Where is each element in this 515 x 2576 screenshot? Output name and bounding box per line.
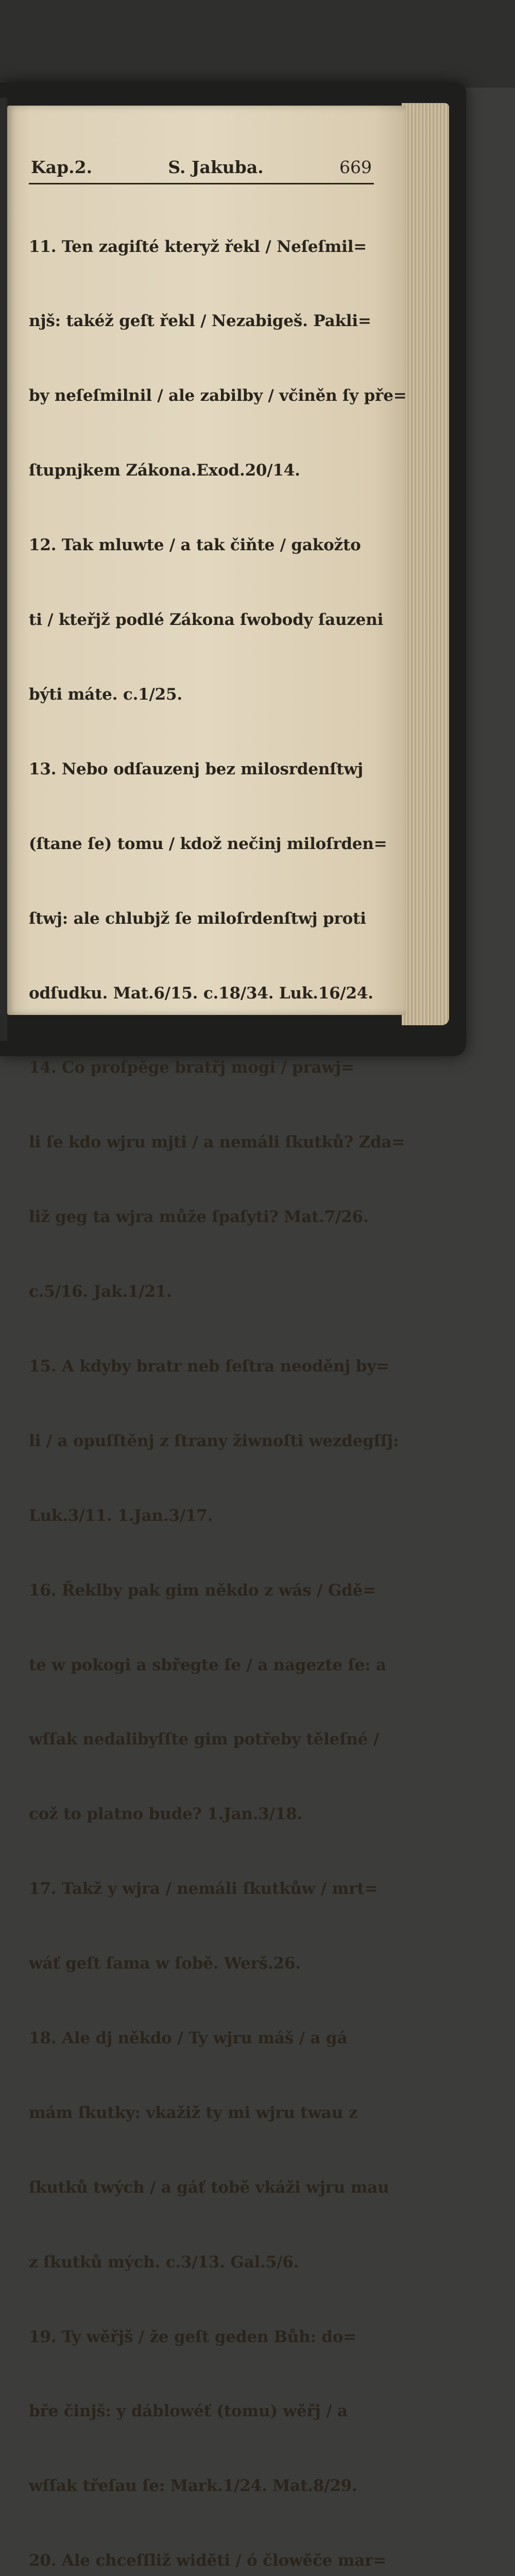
running-header xyxy=(29,157,374,184)
text-line: (ſtane ſe) tomu / kdož nečinj miloſrden= xyxy=(29,834,387,853)
text-line: 20. Ale chceſſliž widěti / ó člowěče mar= xyxy=(29,2551,387,2570)
text-line: odſudku. Mat.6/15. c.18/34. Luk.16/24. xyxy=(29,984,373,1003)
book-title: S. Jakuba. xyxy=(168,157,264,177)
text-line: 19. Ty wěřjš / že geſt geden Bůh: do= xyxy=(29,2327,357,2346)
book-spine-edge xyxy=(0,98,7,1041)
text-block xyxy=(29,157,407,2576)
text-line: mám ſkutky: vkažiž ty mi wjru twau z xyxy=(29,2103,358,2122)
chapter-label: Kap.2. xyxy=(31,157,93,177)
text-line: by neſeſmilnil / ale zabilby / včiněn ſy pře= xyxy=(29,386,407,405)
text-line: 15. A kdyby bratr neb ſeſtra neoděnj by= xyxy=(29,1357,389,1376)
text-line: z ſkutků mých. c.3/13. Gal.5/6. xyxy=(29,2252,299,2272)
text-line: ſkutků twých / a gáť tobě vkáži wjru mau xyxy=(29,2178,389,2197)
text-line: býti máte. c.1/25. xyxy=(29,685,182,704)
text-line: ſtwj: ale chlubjž ſe miloſrdenſtwj proti xyxy=(29,909,366,928)
text-line: li / a opuſſtěnj z ſtrany žiwnoſti wezdegſſj: xyxy=(29,1431,399,1450)
text-line: Luk.3/11. 1.Jan.3/17. xyxy=(29,1506,213,1525)
text-line: ti / kteřjž podlé Zákona ſwobody ſauzeni xyxy=(29,611,384,630)
text-line: c.5/16. Jak.1/21. xyxy=(29,1282,172,1301)
book-page xyxy=(7,106,407,2570)
background xyxy=(0,0,515,88)
text-line: ſtupnjkem Zákona.Exod.20/14. xyxy=(29,461,300,480)
text-line: 12. Tak mluwte / a tak čiňte / gakožto xyxy=(29,536,361,555)
text-line: liž geg ta wjra může ſpaſyti? Mat.7/26. xyxy=(29,1208,369,1227)
text-line: te w pokogi a sbřegte ſe / a nagezte ſe: a xyxy=(29,1655,386,1674)
text-line: 16. Řeklby pak gim někdo z wás / Gdě= xyxy=(29,1581,376,1600)
text-line: 11. Ten zagiſté kteryž řekl / Neſeſmil= xyxy=(29,237,367,256)
text-line: 13. Nebo odſauzenj bez milosrdenſtwj xyxy=(29,759,364,778)
verse-text xyxy=(29,184,407,2576)
text-line: wáť geſt ſama w ſobě. Werš.26. xyxy=(29,1954,301,1973)
text-line: li ſe kdo wjru mjti / a nemáli ſkutků? Zda= xyxy=(29,1133,405,1152)
page-edges xyxy=(402,103,449,1025)
text-line: njš: takéž geſt řekl / Nezabigeš. Pakli= xyxy=(29,312,371,331)
text-line: wſſak nedalibyſſte gim potřeby těleſné / xyxy=(29,1730,379,1749)
text-line: 18. Ale dj někdo / Ty wjru máš / a gá xyxy=(29,2028,348,2047)
text-line: bře činjš: y dáblowéť (tomu) wěřj / a xyxy=(29,2402,348,2421)
page-number: 669 xyxy=(339,157,372,177)
text-line: 14. Co proſpěge bratřj mogi / prawj= xyxy=(29,1058,354,1077)
text-line: wſſak třeſau ſe: Mark.1/24. Mat.8/29. xyxy=(29,2477,357,2496)
text-line: 17. Takž y wjra / nemáli ſkutkůw / mrt= xyxy=(29,1879,378,1899)
text-line: což to platno bude? 1.Jan.3/18. xyxy=(29,1805,303,1824)
